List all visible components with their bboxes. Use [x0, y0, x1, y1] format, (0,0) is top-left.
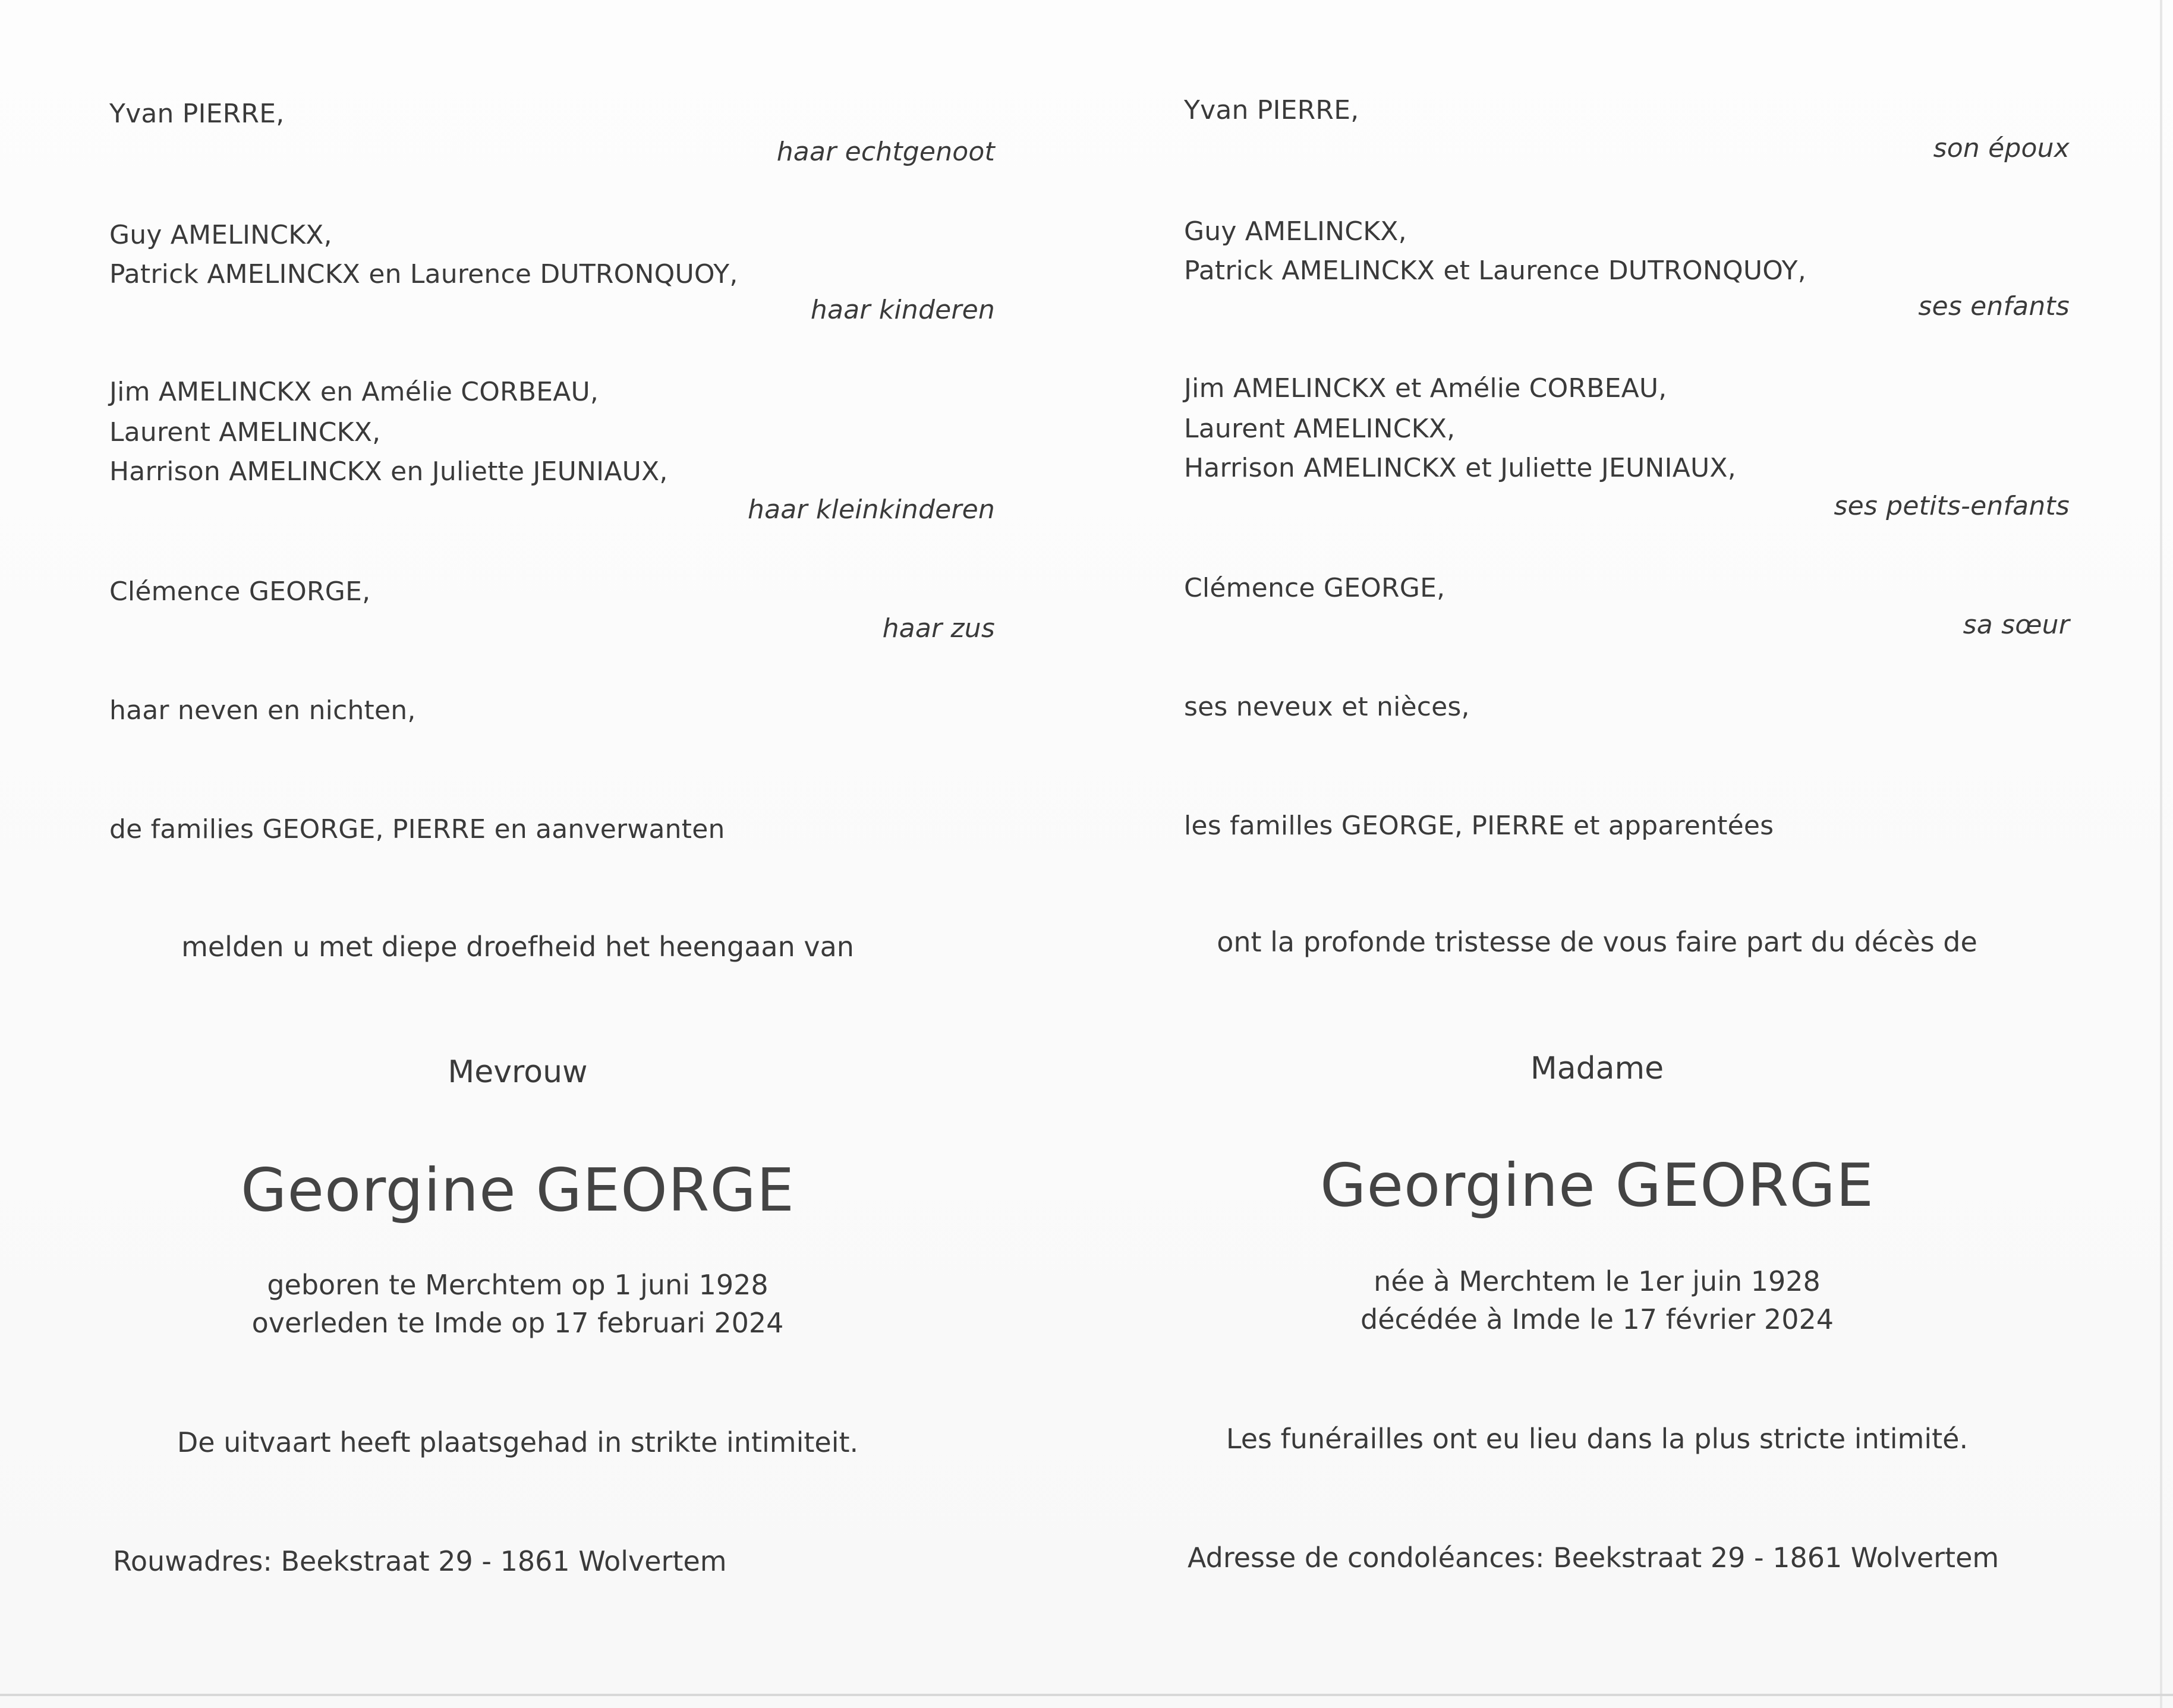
- grandchild-name: Harrison AMELINCKX et Juliette JEUNIAUX,: [1184, 453, 1736, 483]
- birth-line: geboren te Merchtem op 1 juni 1928: [267, 1269, 769, 1301]
- condolence-address: Adresse de condoléances: Beekstraat 29 - 1861 Wolvertem: [1188, 1542, 1999, 1574]
- spouse-role: son époux: [1933, 133, 2070, 163]
- spouse-role: haar echtgenoot: [776, 137, 995, 167]
- honorific-title: Mevrouw: [448, 1054, 588, 1090]
- condolence-address: Rouwadres: Beekstraat 29 - 1861 Wolvertem: [113, 1545, 727, 1577]
- child-name: Guy AMELINCKX,: [1184, 216, 1407, 247]
- grandchild-name: Laurent AMELINCKX,: [109, 417, 381, 448]
- grandchild-name: Laurent AMELINCKX,: [1184, 414, 1456, 444]
- children-role: ses enfants: [1918, 291, 2070, 322]
- french-column: [1184, 0, 2070, 1708]
- spouse-name: Yvan PIERRE,: [1184, 95, 1359, 125]
- child-name: Patrick AMELINCKX et Laurence DUTRONQUOY,: [1184, 256, 1806, 286]
- child-name: Patrick AMELINCKX en Laurence DUTRONQUOY,: [109, 259, 738, 289]
- death-line: décédée à Imde le 17 février 2024: [1361, 1303, 1834, 1335]
- announcement-intro: melden u met diepe droefheid het heengaan van: [181, 931, 854, 963]
- sister-role: sa sœur: [1963, 610, 2070, 640]
- dutch-column: [109, 0, 995, 1708]
- grandchildren-role: ses petits-enfants: [1834, 491, 2070, 521]
- deceased-name: Georgine GEORGE: [1319, 1151, 1875, 1220]
- nephews-line: ses neveux et nièces,: [1184, 692, 1470, 722]
- funeral-note: De uitvaart heeft plaatsgehad in strikte intimiteit.: [177, 1426, 859, 1458]
- sister-role: haar zus: [882, 613, 995, 644]
- families-line: les familles GEORGE, PIERRE et apparentées: [1184, 811, 1774, 841]
- grandchild-name: Harrison AMELINCKX en Juliette JEUNIAUX,: [109, 456, 668, 487]
- card-edge-right: [2160, 0, 2162, 1708]
- funeral-note: Les funérailles ont eu lieu dans la plus stricte intimité.: [1226, 1423, 1969, 1455]
- announcement-intro: ont la profonde tristesse de vous faire part du décès de: [1217, 926, 1977, 958]
- grandchildren-role: haar kleinkinderen: [747, 494, 995, 525]
- birth-line: née à Merchtem le 1er juin 1928: [1374, 1265, 1821, 1297]
- nephews-line: haar neven en nichten,: [109, 695, 416, 726]
- grandchild-name: Jim AMELINCKX en Amélie CORBEAU,: [109, 377, 599, 407]
- spouse-name: Yvan PIERRE,: [109, 99, 285, 129]
- child-name: Guy AMELINCKX,: [109, 220, 332, 250]
- grandchild-name: Jim AMELINCKX et Amélie CORBEAU,: [1184, 373, 1667, 404]
- death-line: overleden te Imde op 17 februari 2024: [251, 1307, 784, 1339]
- families-line: de families GEORGE, PIERRE en aanverwanten: [109, 814, 725, 844]
- sister-name: Clémence GEORGE,: [109, 576, 371, 607]
- sister-name: Clémence GEORGE,: [1184, 573, 1445, 603]
- honorific-title: Madame: [1530, 1051, 1664, 1086]
- children-role: haar kinderen: [810, 295, 995, 325]
- deceased-name: Georgine GEORGE: [240, 1155, 795, 1225]
